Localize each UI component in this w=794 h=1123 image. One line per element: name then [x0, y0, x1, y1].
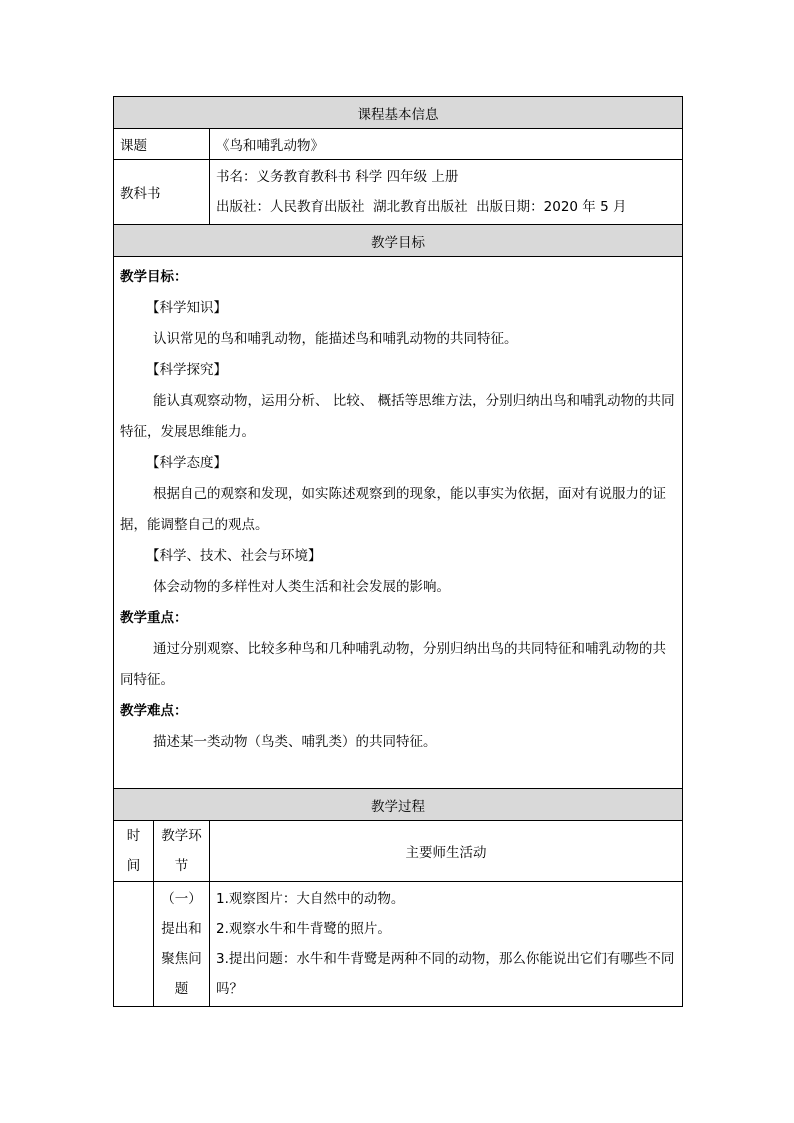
stage-cell — [154, 882, 210, 1007]
activity-item: 2.观察水牛和牛背鹭的照片。 — [216, 921, 391, 937]
attitude-text: 根据自己的观察和发现，如实陈述观察到的现象，能以事实为依据，面对有说服力的证据，能调整自己的观点。 — [120, 486, 666, 533]
stage-header-line-1: 教学环 — [161, 828, 202, 844]
course-info-header: 课程基本信息 — [114, 97, 683, 129]
knowledge-text: 认识常见的鸟和哺乳动物，能描述鸟和哺乳动物的共同特征。 — [153, 331, 518, 347]
stage-line: 聚焦问 — [161, 951, 202, 967]
textbook-value — [210, 160, 683, 225]
textbook-label: 教科书 — [114, 160, 210, 225]
activity-item: 1.观察图片：大自然中的动物。 — [216, 891, 405, 907]
stse-text: 体会动物的多样性对人类生活和社会发展的影响。 — [153, 579, 450, 595]
stage-line: 提出和 — [161, 921, 202, 937]
time-header-line-2: 间 — [126, 858, 141, 874]
stage-header-line-2: 节 — [174, 858, 189, 874]
stage-column-header — [154, 821, 210, 882]
process-header: 教学过程 — [114, 789, 683, 821]
objectives-header: 教学目标 — [114, 225, 683, 257]
activities-column-header: 主要师生活动 — [210, 821, 683, 882]
key-points-title: 教学重点： — [120, 610, 188, 626]
stage-line: （一） — [161, 891, 202, 907]
inquiry-text: 能认真观察动物，运用分析、 比较、 概括等思维方法，分别归纳出鸟和哺乳动物的共同特征，发展思维能力。 — [120, 393, 675, 440]
inquiry-title: 【科学探究】 — [146, 362, 227, 378]
activities-cell — [210, 882, 683, 1007]
difficulty-title: 教学难点： — [120, 703, 188, 719]
time-column-header — [114, 821, 154, 882]
stse-title: 【科学、技术、社会与环境】 — [146, 548, 322, 564]
key-points-text: 通过分别观察、比较多种鸟和几种哺乳动物，分别归纳出鸟的共同特征和哺乳动物的共同特征。 — [120, 641, 666, 688]
objectives-content — [114, 257, 683, 789]
topic-label: 课题 — [114, 129, 210, 160]
book-name: 书名：义务教育教科书 科学 四年级 上册 — [216, 169, 459, 185]
publisher-info: 出版社：人民教育出版社 湖北教育出版社 出版日期：2020 年 5 月 — [216, 199, 627, 215]
knowledge-title: 【科学知识】 — [146, 300, 227, 316]
attitude-title: 【科学态度】 — [146, 455, 227, 471]
time-cell — [114, 882, 154, 1007]
time-header-line-1: 时 — [126, 828, 141, 844]
lesson-plan-table — [113, 96, 683, 1007]
goals-title: 教学目标： — [120, 269, 188, 285]
topic-value: 《鸟和哺乳动物》 — [210, 129, 683, 160]
activity-item: 3.提出问题：水牛和牛背鹭是两种不同的动物，那么你能说出它们有哪些不同吗？ — [216, 951, 675, 997]
stage-line: 题 — [174, 981, 189, 997]
difficulty-text: 描述某一类动物（鸟类、哺乳类）的共同特征。 — [153, 734, 437, 750]
